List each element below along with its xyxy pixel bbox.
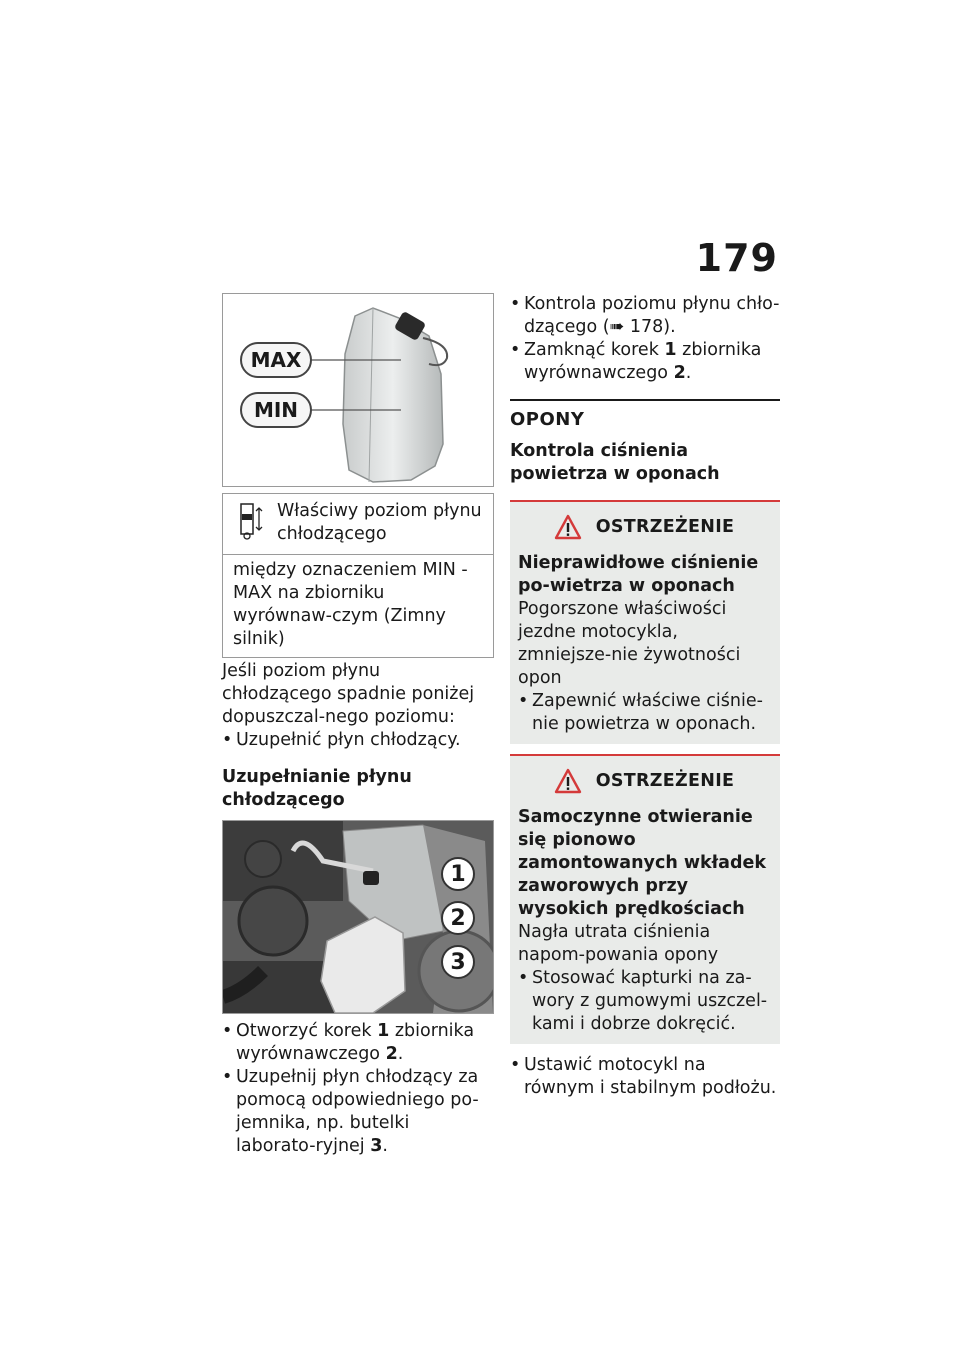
spec-body: między oznaczeniem MIN - MAX na zbiorniku wyrównaw-czym (Zimny silnik): [233, 560, 468, 649]
section-divider: [510, 399, 780, 401]
warning-consequence: Pogorszone właściwości jezdne motocykla, zmniejsze-nie żywotności opon: [518, 599, 741, 688]
list-item-close-cap: [510, 339, 780, 385]
warning-hazard: Samoczynne otwieranie się pionowo zamontowanych wkładek zaworowych przy wysokich prędkościach: [518, 807, 767, 919]
list-item-fill: [222, 1066, 494, 1158]
warning-hazard: Nieprawidłowe ciśnienie po-wietrza w oponach: [518, 553, 759, 596]
list-item-open-cap: [222, 1020, 494, 1066]
text: .: [382, 1136, 388, 1156]
left-column: [222, 293, 494, 1158]
warning-header: [518, 768, 770, 794]
warning-triangle-icon: [554, 768, 582, 794]
intro-paragraph: Jeśli poziom płynu chłodzącego spadnie poniżej dopuszczal-nego poziomu:: [222, 661, 475, 727]
warning-title: OSTRZEŻENIE: [595, 771, 735, 791]
coolant-tank-illustration: [223, 294, 493, 486]
page-number: 179: [695, 236, 778, 280]
ref-number: 1: [664, 340, 677, 360]
ref-number: 2: [385, 1044, 398, 1064]
spec-title: Właściwy poziom płynu chłodzącego: [277, 501, 482, 544]
warning-title: OSTRZEŻENIE: [595, 517, 735, 537]
text: zbiornika wyrównawczego: [236, 1021, 475, 1064]
list-item-level-ground: • Ustawić motocykl na równym i stabilnym podłożu.: [510, 1054, 780, 1100]
ref-number: 1: [377, 1021, 390, 1041]
warning-action: • Zapewnić właściwe ciśnie-nie powietrza w oponach.: [518, 690, 770, 736]
ref-number: 2: [673, 363, 686, 383]
warning-triangle-icon: [554, 514, 582, 540]
list-item-refill: • Uzupełnić płyn chłodzący.: [222, 729, 494, 752]
refill-figure: [222, 820, 494, 1014]
warning-box-valve: [510, 754, 780, 1044]
warning-consequence: Nagła utrata ciśnienia napom-powania opony: [518, 922, 719, 965]
callout-2: 2: [441, 901, 475, 935]
text: Uzupełnij płyn chłodzący za pomocą odpowiedniego po-jemnika, np. butelki laborato-ryjnej: [236, 1067, 479, 1156]
coolant-tank-figure: [222, 293, 494, 487]
warning-action: • Stosować kapturki na za-wory z gumowymi uszczel-kami i dobrze dokręcić.: [518, 967, 770, 1036]
min-label: MIN: [240, 392, 312, 428]
warning-box-pressure: [510, 500, 780, 744]
ref-number: 3: [370, 1136, 383, 1156]
text: .: [685, 363, 692, 383]
list-item-check-level: • Kontrola poziomu płynu chło-dzącego (➠ 178).: [510, 293, 780, 339]
text: Otworzyć korek: [236, 1021, 378, 1041]
text: Zamknąć korek: [524, 340, 665, 360]
max-label: MAX: [240, 342, 312, 378]
coolant-level-spec: [222, 493, 494, 658]
right-column: [510, 293, 780, 1100]
section-heading-refill: Uzupełnianie płynu chłodzącego: [222, 767, 412, 810]
text: zbiornika wyrównawczego: [524, 340, 762, 383]
heading-tyre-pressure: Kontrola ciśnienia powietrza w oponach: [510, 441, 720, 484]
callout-3: 3: [441, 945, 475, 979]
warning-header: [518, 514, 770, 540]
callout-1: 1: [441, 857, 475, 891]
text: .: [397, 1044, 404, 1064]
section-title-tyres: OPONY: [510, 409, 585, 430]
level-gauge-icon: [233, 500, 269, 540]
spec-header: [223, 494, 493, 555]
